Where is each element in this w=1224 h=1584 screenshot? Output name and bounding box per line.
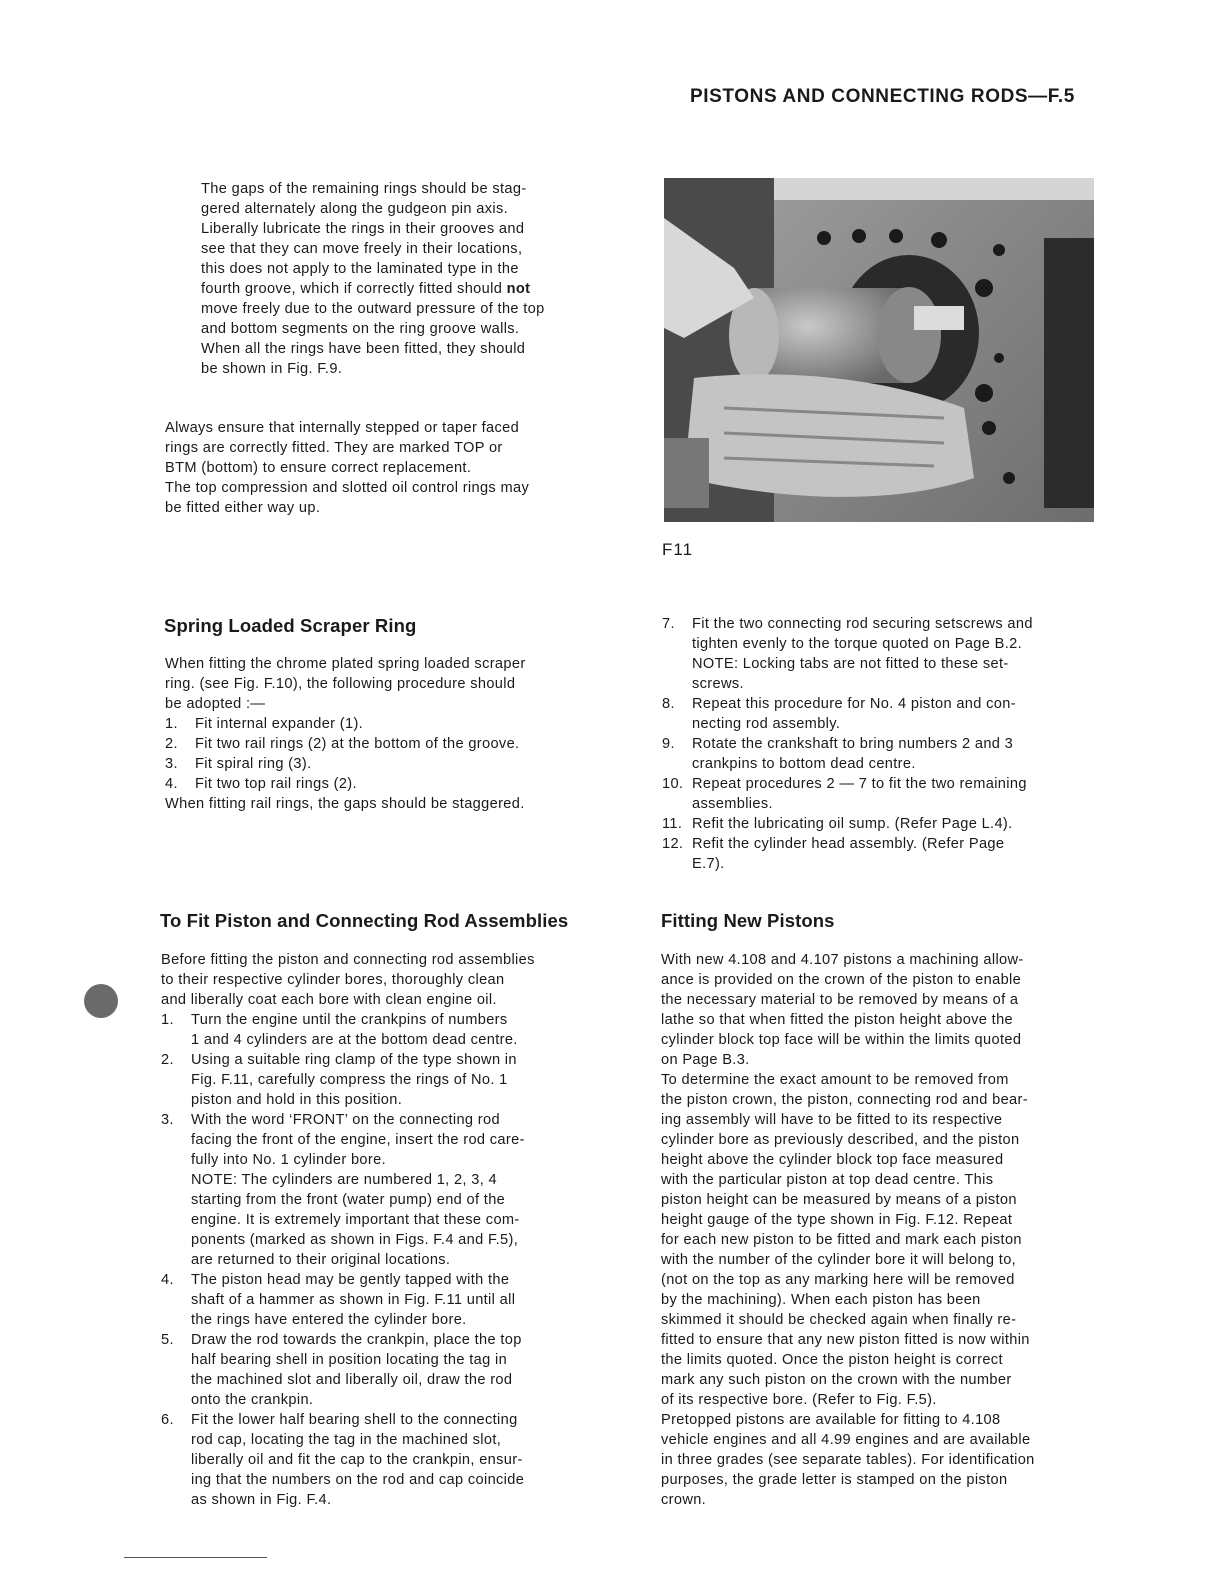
- list-item: [165, 734, 597, 754]
- list-item: [662, 834, 1102, 874]
- text-line: ance is provided on the crown of the piston to enable: [661, 972, 1022, 988]
- text-line: Using a suitable ring clamp of the type shown in: [191, 1052, 517, 1068]
- text-line: Pretopped pistons are available for fitting to 4.108: [661, 1412, 1001, 1428]
- ring-clamp-photo: [664, 178, 1094, 522]
- text-line: and bottom segments on the ring groove walls.: [201, 321, 520, 337]
- list-item: [165, 714, 597, 734]
- text-line: height gauge of the type shown in Fig. F.12. Repeat: [661, 1212, 1013, 1228]
- text-line: NOTE: The cylinders are numbered 1, 2, 3, 4: [191, 1172, 497, 1188]
- step-text: Fit two rail rings (2) at the bottom of the groove.: [195, 736, 520, 752]
- text-line: With the word ‘FRONT’ on the connecting rod: [191, 1112, 500, 1128]
- text-line: ring. (see Fig. F.10), the following procedure should: [165, 676, 516, 692]
- text-line: Before fitting the piston and connecting rod assemblies: [161, 952, 535, 968]
- text-line: the necessary material to be removed by means of a: [661, 992, 1019, 1008]
- text-line: and liberally coat each bore with clean engine oil.: [161, 992, 497, 1008]
- step-number: 2.: [165, 736, 178, 752]
- text-line: fully into No. 1 cylinder bore.: [191, 1152, 386, 1168]
- text-line: ponents (marked as shown in Figs. F.4 and F.5),: [191, 1232, 519, 1248]
- text-line: vehicle engines and all 4.99 engines and are available: [661, 1432, 1031, 1448]
- text-line: Repeat this procedure for No. 4 piston and con-: [692, 696, 1016, 712]
- text-line: Fig. F.11, carefully compress the rings of No. 1: [191, 1072, 508, 1088]
- text-line: ing that the numbers on the rod and cap coincide: [191, 1472, 525, 1488]
- text-line: as shown in Fig. F.4.: [191, 1492, 332, 1508]
- text-line: of its respective bore. (Refer to Fig. F.5).: [661, 1392, 937, 1408]
- text-line: rings are correctly fitted. They are marked TOP or: [165, 440, 503, 456]
- step-number: 12.: [662, 836, 684, 852]
- text-line: purposes, the grade letter is stamped on the piston: [661, 1472, 1008, 1488]
- figure-caption: F11: [662, 540, 694, 559]
- text-line: skimmed it should be checked again when finally re-: [661, 1312, 1017, 1328]
- continued-steps-list: [662, 614, 1102, 874]
- text-line: this does not apply to the laminated type in the: [201, 261, 519, 277]
- text-line: liberally oil and fit the cap to the crankpin, ensur-: [191, 1452, 523, 1468]
- text-line: for each new piston to be fitted and mark each piston: [661, 1232, 1022, 1248]
- text-line: When fitting the chrome plated spring loaded scraper: [165, 656, 526, 672]
- text-line: Turn the engine until the crankpins of numbers: [191, 1012, 508, 1028]
- text-line: on Page B.3.: [661, 1052, 750, 1068]
- list-item: [662, 774, 1102, 814]
- text-line: NOTE: Locking tabs are not fitted to these set-: [692, 656, 1009, 672]
- text-fragment: fourth groove, which if correctly fitted should: [201, 281, 503, 297]
- text-line: cylinder bore as previously described, and the piston: [661, 1132, 1020, 1148]
- text-line: When fitting rail rings, the gaps should be staggered.: [165, 796, 525, 812]
- text-line: [201, 279, 596, 299]
- section-heading-fit-assemblies: To Fit Piston and Connecting Rod Assemblies: [160, 910, 569, 931]
- text-line: the machined slot and liberally oil, draw the rod: [191, 1372, 513, 1388]
- text-line: crankpins to bottom dead centre.: [692, 756, 916, 772]
- text-line: Fit the two connecting rod securing setscrews and: [692, 616, 1033, 632]
- emphasis-not: not: [506, 281, 531, 297]
- text-line: engine. It is extremely important that these com-: [191, 1212, 520, 1228]
- text-line: The gaps of the remaining rings should be stag-: [201, 181, 527, 197]
- ring-orientation-paragraph: [165, 418, 595, 518]
- text-line: in three grades (see separate tables). For identification: [661, 1452, 1035, 1468]
- text-line: The piston head may be gently tapped with the: [191, 1272, 510, 1288]
- list-item: [165, 774, 597, 794]
- list-item: [662, 614, 1102, 694]
- list-item: [161, 1010, 593, 1050]
- ring-clamp-illustration: [664, 178, 1094, 522]
- step-number: 2.: [161, 1052, 174, 1068]
- text-line: 1 and 4 cylinders are at the bottom dead centre.: [191, 1032, 518, 1048]
- text-line: Always ensure that internally stepped or taper faced: [165, 420, 520, 436]
- step-number: 5.: [161, 1332, 174, 1348]
- text-line: Rotate the crankshaft to bring numbers 2 and 3: [692, 736, 1014, 752]
- continued-steps-section: [662, 614, 1102, 874]
- step-number: 1.: [165, 716, 178, 732]
- text-line: Fit the lower half bearing shell to the connecting: [191, 1412, 518, 1428]
- text-line: piston height can be measured by means of a piston: [661, 1192, 1017, 1208]
- list-item: [165, 754, 597, 774]
- list-item: [161, 1050, 593, 1110]
- text-line: Refit the lubricating oil sump. (Refer Page L.4).: [692, 816, 1013, 832]
- text-line: with the number of the cylinder bore it will belong to,: [661, 1252, 1017, 1268]
- text-line: piston and hold in this position.: [191, 1092, 403, 1108]
- text-line: The top compression and slotted oil control rings may: [165, 480, 530, 496]
- text-line: be fitted either way up.: [165, 500, 321, 516]
- binder-hole-mark: [84, 984, 118, 1018]
- step-number: 9.: [662, 736, 675, 752]
- text-line: facing the front of the engine, insert the rod care-: [191, 1132, 525, 1148]
- list-item: [662, 694, 1102, 734]
- step-text: Fit two top rail rings (2).: [195, 776, 357, 792]
- text-line: with the particular piston at top dead centre. This: [661, 1172, 994, 1188]
- fit-assemblies-steps-list: [161, 1010, 593, 1510]
- step-number: 3.: [165, 756, 178, 772]
- text-line: crown.: [661, 1492, 707, 1508]
- text-line: When all the rings have been fitted, they should: [201, 341, 526, 357]
- step-number: 11.: [662, 816, 683, 832]
- scraper-steps-list: [165, 714, 597, 794]
- page-header: PISTONS AND CONNECTING RODS—F.5: [690, 86, 1075, 107]
- text-line: be shown in Fig. F.9.: [201, 361, 343, 377]
- list-item: [662, 734, 1102, 774]
- text-line: BTM (bottom) to ensure correct replacement.: [165, 460, 472, 476]
- text-line: the limits quoted. Once the piston height is correct: [661, 1352, 1003, 1368]
- step-number: 4.: [161, 1272, 174, 1288]
- text-line: tighten evenly to the torque quoted on Page B.2.: [692, 636, 1022, 652]
- list-item: [161, 1410, 593, 1510]
- step-text: Fit spiral ring (3).: [195, 756, 312, 772]
- text-line: by the machining). When each piston has been: [661, 1292, 981, 1308]
- text-line: cylinder block top face will be within the limits quoted: [661, 1032, 1022, 1048]
- text-line: With new 4.108 and 4.107 pistons a machining allow-: [661, 952, 1024, 968]
- footer-rule: [124, 1557, 267, 1558]
- text-line: screws.: [692, 676, 744, 692]
- step-number: 8.: [662, 696, 675, 712]
- fit-assemblies-section: [161, 950, 593, 1510]
- list-item: [662, 814, 1102, 834]
- text-line: necting rod assembly.: [692, 716, 841, 732]
- step-number: 7.: [662, 616, 675, 632]
- section-heading-new-pistons: Fitting New Pistons: [661, 910, 835, 931]
- step-text: Fit internal expander (1).: [195, 716, 364, 732]
- text-line: Refit the cylinder head assembly. (Refer Page: [692, 836, 1005, 852]
- text-line: Repeat procedures 2 — 7 to fit the two remaining: [692, 776, 1027, 792]
- text-line: to their respective cylinder bores, thoroughly clean: [161, 972, 505, 988]
- text-line: onto the crankpin.: [191, 1392, 314, 1408]
- text-line: half bearing shell in position locating the tag in: [191, 1352, 508, 1368]
- scraper-ring-section: [165, 654, 597, 814]
- text-line: (not on the top as any marking here will be removed: [661, 1272, 1015, 1288]
- text-line: To determine the exact amount to be removed from: [661, 1072, 1009, 1088]
- new-pistons-section: [661, 950, 1101, 1510]
- text-line: rod cap, locating the tag in the machined slot,: [191, 1432, 502, 1448]
- text-line: gered alternately along the gudgeon pin axis.: [201, 201, 509, 217]
- text-line: the rings have entered the cylinder bore.: [191, 1312, 467, 1328]
- text-line: ing assembly will have to be fitted to its respective: [661, 1112, 1003, 1128]
- ring-gaps-paragraph: [201, 179, 596, 379]
- text-line: E.7).: [692, 856, 725, 872]
- section-heading-scraper-ring: Spring Loaded Scraper Ring: [164, 615, 417, 636]
- text-line: fitted to ensure that any new piston fitted is now within: [661, 1332, 1030, 1348]
- text-line: the piston crown, the piston, connecting rod and bear-: [661, 1092, 1028, 1108]
- text-line: see that they can move freely in their locations,: [201, 241, 523, 257]
- list-item: [161, 1330, 593, 1410]
- step-number: 10.: [662, 776, 684, 792]
- step-number: 3.: [161, 1112, 174, 1128]
- text-line: Draw the rod towards the crankpin, place the top: [191, 1332, 522, 1348]
- text-line: assemblies.: [692, 796, 773, 812]
- list-item: [161, 1270, 593, 1330]
- step-number: 6.: [161, 1412, 174, 1428]
- list-item: [161, 1110, 593, 1270]
- step-number: 4.: [165, 776, 178, 792]
- text-line: move freely due to the outward pressure of the top: [201, 301, 545, 317]
- text-line: lathe so that when fitted the piston height above the: [661, 1012, 1014, 1028]
- text-line: be adopted :—: [165, 696, 266, 712]
- text-line: Liberally lubricate the rings in their grooves and: [201, 221, 525, 237]
- text-line: height above the cylinder block top face measured: [661, 1152, 1004, 1168]
- step-number: 1.: [161, 1012, 174, 1028]
- text-line: shaft of a hammer as shown in Fig. F.11 until all: [191, 1292, 516, 1308]
- text-line: starting from the front (water pump) end of the: [191, 1192, 506, 1208]
- text-line: are returned to their original locations.: [191, 1252, 451, 1268]
- text-line: mark any such piston on the crown with the number: [661, 1372, 1012, 1388]
